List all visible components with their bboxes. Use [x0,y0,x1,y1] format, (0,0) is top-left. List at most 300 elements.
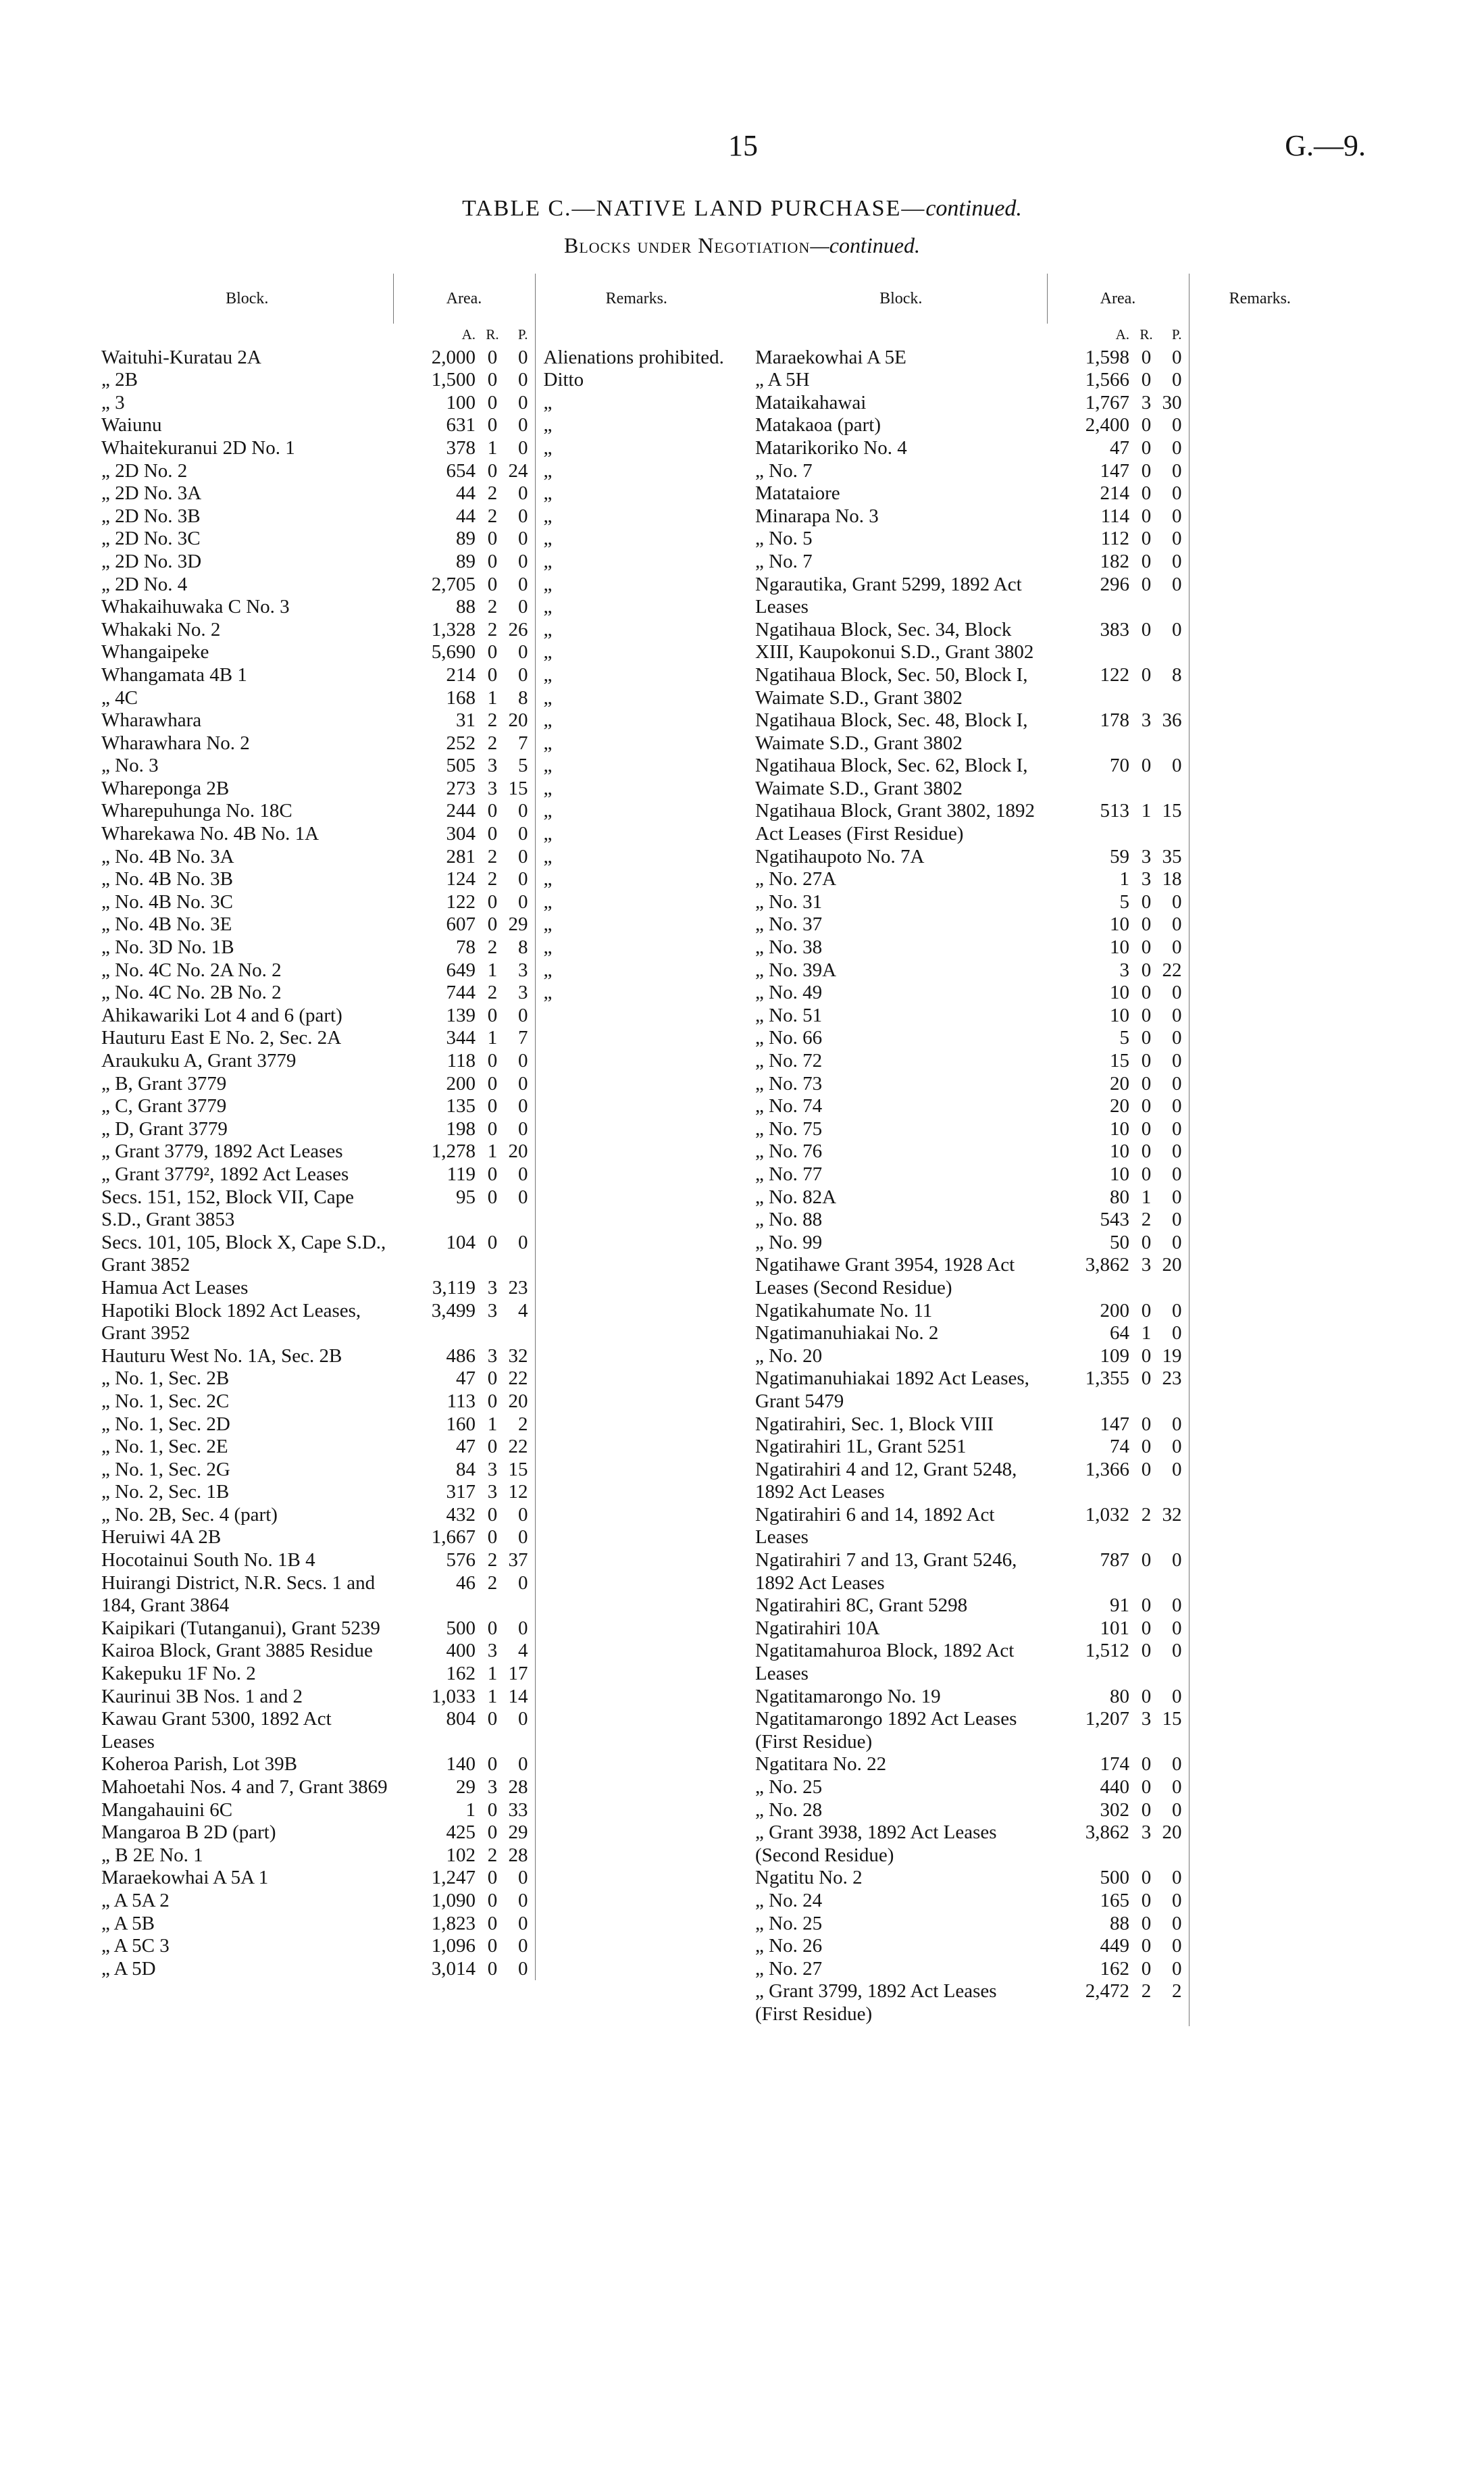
area-acres: 95 [456,1186,476,1208]
block-name: Whareponga 2B [101,777,230,799]
area-roods: 0 [487,913,498,936]
remarks: Alienations prohibited. [543,346,724,368]
block-name: „ D, Grant 3779 [101,1117,228,1140]
area-roods: 1 [487,686,498,709]
area-perches: 22 [1156,959,1189,982]
area-roods: 0 [1141,959,1152,981]
area-perches: 14 [503,1686,535,1709]
area-acres: 5,690 [431,641,476,663]
table-row [755,1232,1331,1255]
block-name: „ C, Grant 3779 [101,1095,227,1117]
area-perches: 32 [1156,1504,1189,1549]
remarks [1189,1345,1331,1368]
block-name: „ No. 2, Sec. 1B [101,1481,230,1503]
area-acres: 1,500 [431,369,476,391]
table-row [101,1799,738,1822]
block-name: „ No. 26 [755,1935,823,1957]
block-name: „ No. 20 [755,1344,823,1367]
block-name: Whakaki No. 2 [101,618,221,640]
area-perches: 0 [503,414,535,437]
table-row [101,1844,738,1867]
area-roods: 0 [487,663,498,686]
area-perches: 15 [1156,1708,1189,1753]
block-name: Matarikoriko No. 4 [755,436,907,459]
area-perches: 0 [1156,347,1189,370]
area-roods: 0 [487,800,498,822]
area-acres: 64 [1110,1322,1129,1344]
area-roods: 3 [1141,1708,1152,1730]
remarks [1189,982,1331,1005]
block-name: Whaitekuranui 2D No. 1 [101,436,295,459]
area-perches: 0 [503,1867,535,1890]
unit-perches: P. [503,324,535,347]
remarks [535,1345,738,1368]
remarks [1189,868,1331,891]
table-row [101,460,738,483]
block-name: „ 2D No. 3C [101,528,201,550]
block-name: Minarapa No. 3 [755,505,879,527]
table-row [755,1890,1331,1913]
remarks: „ [543,618,553,640]
area-acres: 10 [1110,913,1129,936]
area-roods: 0 [487,1503,498,1526]
area-roods: 0 [487,1072,498,1094]
area-perches: 0 [503,641,535,664]
table-row [755,1913,1331,1936]
area-perches: 0 [1156,369,1189,392]
block-name: Whangamata 4B 1 [101,663,247,686]
table-row [755,414,1331,437]
area-acres: 486 [446,1344,476,1367]
block-name: Koheroa Parish, Lot 39B [101,1753,297,1776]
area-perches: 8 [503,936,535,959]
block-name: „ A 5C 3 [101,1935,170,1957]
block-name: Secs. 151, 152, Block VII, Cape S.D., Grant 3853 [101,1186,354,1231]
table-row [101,982,738,1005]
block-name: Ngarautika, Grant 5299, 1892 Act Leases [755,573,1022,618]
area-perches: 0 [1156,1958,1189,1981]
table-row [755,528,1331,551]
table-row [755,1867,1331,1890]
area-perches: 22 [503,1436,535,1459]
remarks: „ [543,505,553,527]
block-name: Ngatimanuhiakai No. 2 [755,1322,939,1344]
area-roods: 0 [487,1436,498,1458]
remarks: „ [543,596,553,618]
area-acres: 2,472 [1085,1980,1129,2003]
table-row [755,619,1331,664]
area-roods: 0 [1141,618,1152,640]
area-roods: 0 [1141,1549,1152,1571]
area-acres: 10 [1110,1163,1129,1185]
area-acres: 174 [1100,1753,1129,1776]
area-perches: 4 [503,1640,535,1663]
table-row [101,392,738,415]
area-perches: 23 [503,1277,535,1300]
area-acres: 84 [456,1458,476,1480]
block-name: Ahikawariki Lot 4 and 6 (part) [101,1004,342,1026]
area-acres: 20 [1110,1095,1129,1117]
table-row [755,1050,1331,1073]
area-perches: 0 [503,1913,535,1936]
area-acres: 147 [1100,459,1129,482]
area-perches: 0 [1156,460,1189,483]
area-roods: 0 [487,346,498,368]
area-roods: 3 [1141,868,1152,890]
area-perches: 19 [1156,1345,1189,1368]
area-roods: 2 [487,732,498,754]
remarks [1189,551,1331,574]
block-name: „ No. 27 [755,1957,823,1980]
area-acres: 1,667 [431,1526,476,1549]
area-acres: 543 [1100,1209,1129,1231]
area-perches: 0 [1156,1005,1189,1028]
remarks [1189,460,1331,483]
area-perches: 32 [503,1345,535,1368]
area-perches: 22 [503,1367,535,1390]
block-name: „ No. 66 [755,1027,823,1049]
area-perches: 0 [503,1958,535,1981]
unit-acres: A. [1115,326,1129,343]
block-name: Whakaihuwaka C No. 3 [101,596,290,618]
block-name: Ngatirahiri 6 and 14, 1892 Act Leases [755,1503,995,1549]
area-perches: 17 [503,1663,535,1686]
table-row [755,1594,1331,1617]
area-perches: 0 [503,1890,535,1913]
remarks [535,1481,738,1504]
area-perches: 15 [1156,800,1189,845]
remarks [535,1821,738,1844]
area-roods: 3 [487,1276,498,1299]
area-acres: 1 [1119,868,1129,890]
area-roods: 0 [1141,1072,1152,1094]
block-name: Hocotainui South No. 1B 4 [101,1549,315,1571]
block-name: „ No. 25 [755,1776,823,1798]
remarks [535,1753,738,1776]
remarks: Ditto [543,369,584,391]
table-row [101,936,738,959]
block-name: „ A 5D [101,1957,156,1980]
area-perches: 0 [503,1617,535,1640]
area-roods: 0 [1141,663,1152,686]
table-row [755,936,1331,959]
area-roods: 0 [487,1095,498,1117]
block-name: „ No. 82A [755,1186,837,1208]
area-acres: 118 [446,1050,476,1072]
area-acres: 47 [1110,436,1129,459]
area-perches: 0 [1156,1300,1189,1323]
area-acres: 31 [456,709,476,732]
area-roods: 2 [487,845,498,867]
area-perches: 0 [503,1073,535,1096]
remarks [1189,1050,1331,1073]
area-acres: 273 [446,777,476,799]
area-acres: 649 [446,959,476,981]
area-perches: 0 [1156,1209,1189,1232]
area-perches: 0 [503,664,535,687]
area-roods: 0 [1141,1617,1152,1639]
table-row [101,1481,738,1504]
table-row [101,1708,738,1753]
table-row [755,913,1331,936]
block-name: Wharawhara [101,709,202,732]
block-name: „ No. 1, Sec. 2C [101,1390,230,1412]
header-area: Area. [393,274,535,324]
table-row [755,891,1331,914]
area-perches: 0 [1156,982,1189,1005]
remarks: „ [543,573,553,595]
area-acres: 78 [456,936,476,959]
table-row [755,1186,1331,1209]
remarks [535,1413,738,1436]
block-name: „ No. 1, Sec. 2B [101,1367,230,1390]
left-table [101,274,738,1980]
table-row [755,574,1331,619]
block-name: Matakaoa (part) [755,414,881,436]
area-roods: 1 [487,1140,498,1163]
table-row [101,482,738,505]
area-acres: 1,823 [431,1912,476,1934]
table-row [101,1549,738,1572]
area-perches: 0 [1156,1935,1189,1958]
area-acres: 654 [446,459,476,482]
remarks [535,1186,738,1232]
block-name: „ 2D No. 3A [101,482,202,505]
area-roods: 0 [1141,550,1152,572]
right-table-body [755,324,1331,2026]
table-row [101,551,738,574]
area-acres: 252 [446,732,476,754]
subtitle-main: Blocks under Negotiation [564,233,811,257]
remarks: „ [543,959,553,981]
area-roods: 3 [487,755,498,777]
area-perches: 0 [503,551,535,574]
table-row [101,959,738,982]
area-perches: 0 [503,1753,535,1776]
block-name: Ngatihaua Block, Sec. 50, Block I, Waimate S.D., Grant 3802 [755,663,1028,709]
area-acres: 576 [446,1549,476,1571]
remarks [1189,1935,1331,1958]
remarks [535,1459,738,1482]
area-roods: 3 [487,1640,498,1662]
units-row [101,324,738,347]
block-name: Ngatihawe Grant 3954, 1928 Act Leases (Second Residue) [755,1254,1015,1299]
remarks [1189,482,1331,505]
table-row [755,868,1331,891]
block-name: „ No. 88 [755,1209,823,1231]
unit-roods: R. [1140,326,1153,343]
area-roods: 0 [487,1526,498,1549]
table-row [101,1459,738,1482]
area-acres: 317 [446,1481,476,1503]
area-roods: 0 [1141,1594,1152,1617]
remarks [1189,936,1331,959]
area-perches: 28 [503,1844,535,1867]
table-row [101,1617,738,1640]
area-acres: 1,207 [1085,1708,1129,1730]
table-row [101,1186,738,1232]
table-row [101,1367,738,1390]
remarks [1189,1118,1331,1141]
block-name: „ No. 27A [755,868,837,890]
area-roods: 0 [1141,436,1152,459]
area-acres: 124 [446,868,476,890]
table-row [755,1209,1331,1232]
remarks [1189,1367,1331,1413]
area-perches: 0 [503,392,535,415]
area-acres: 198 [446,1117,476,1140]
area-roods: 0 [1141,1935,1152,1957]
remarks [535,1118,738,1141]
block-name: Ngatitamarongo No. 19 [755,1685,941,1707]
block-name: „ A 5A 2 [101,1889,170,1911]
remarks [1189,913,1331,936]
remarks [1189,1867,1331,1890]
area-roods: 2 [487,1571,498,1594]
area-acres: 302 [1100,1798,1129,1821]
block-name: „ No. 31 [755,890,823,913]
block-name: Mataikahawai [755,391,867,413]
remarks: „ [543,755,553,777]
area-acres: 1,366 [1085,1458,1129,1480]
area-roods: 0 [1141,414,1152,436]
remarks [535,1073,738,1096]
remarks [535,1890,738,1913]
remarks [1189,800,1331,845]
area-acres: 631 [446,414,476,436]
table-row [755,1140,1331,1163]
remarks: „ [543,641,553,663]
block-name: Hapotiki Block 1892 Act Leases, Grant 3952 [101,1299,361,1344]
area-roods: 0 [487,1004,498,1026]
block-name: Hauturu East E No. 2, Sec. 2A [101,1027,342,1049]
area-roods: 1 [487,1685,498,1707]
area-roods: 0 [487,414,498,436]
area-acres: 440 [1100,1776,1129,1798]
area-roods: 0 [487,1163,498,1185]
area-roods: 3 [487,1344,498,1367]
area-acres: 3,014 [431,1957,476,1980]
area-acres: 432 [446,1503,476,1526]
remarks: „ [543,913,553,936]
block-name: „ No. 4B No. 3C [101,890,233,913]
remarks [1189,347,1331,370]
area-perches: 0 [503,1708,535,1753]
block-name: Ngatitamahuroa Block, 1892 Act Leases [755,1640,1015,1685]
table-row [755,800,1331,845]
area-perches: 0 [503,505,535,528]
area-roods: 1 [1141,1186,1152,1208]
area-perches: 28 [503,1776,535,1799]
area-acres: 182 [1100,550,1129,572]
area-perches: 5 [503,755,535,778]
remarks: „ [543,823,553,845]
area-roods: 3 [487,1299,498,1322]
table-row [101,1867,738,1890]
area-perches: 7 [503,732,535,755]
area-roods: 3 [1141,391,1152,413]
unit-perches: P. [1156,324,1189,347]
remarks [1189,392,1331,415]
area-perches: 0 [503,800,535,823]
area-roods: 0 [1141,1458,1152,1480]
remarks [1189,709,1331,755]
remarks [535,1776,738,1799]
table-row [101,1958,738,1981]
area-roods: 3 [1141,845,1152,867]
table-row [755,1980,1331,2025]
remarks [1189,1163,1331,1186]
area-roods: 0 [1141,1344,1152,1367]
area-roods: 2 [487,868,498,890]
area-perches: 0 [1156,1459,1189,1504]
area-perches: 0 [503,1526,535,1549]
area-roods: 0 [1141,482,1152,505]
remarks [1189,755,1331,800]
table-row [755,846,1331,869]
remarks [1189,414,1331,437]
area-roods: 0 [487,823,498,845]
remarks: „ [543,936,553,959]
header-remarks: Remarks. [605,289,667,307]
area-acres: 378 [446,436,476,459]
remarks [1189,1140,1331,1163]
area-roods: 0 [1141,1957,1152,1980]
table-row [101,1277,738,1300]
area-roods: 0 [487,1390,498,1412]
table-row [101,1095,738,1118]
table-row [755,1504,1331,1549]
area-roods: 0 [1141,573,1152,595]
remarks [1189,1232,1331,1255]
remarks [535,1686,738,1709]
area-perches: 0 [503,1050,535,1073]
area-roods: 0 [1141,1231,1152,1253]
area-acres: 80 [1110,1685,1129,1707]
block-name: Ngatitamarongo 1892 Act Leases (First Residue) [755,1708,1017,1753]
area-acres: 102 [446,1844,476,1866]
area-acres: 1,566 [1085,369,1129,391]
remarks [535,1867,738,1890]
table-row [755,982,1331,1005]
page-number: 15 [728,129,758,162]
area-acres: 101 [1100,1617,1129,1639]
table-row [755,1300,1331,1323]
table-row [755,1073,1331,1096]
area-perches: 0 [1156,891,1189,914]
area-perches: 0 [1156,1163,1189,1186]
table-row [101,1118,738,1141]
block-name: „ No. 77 [755,1163,823,1185]
block-name: Ngatirahiri 8C, Grant 5298 [755,1594,968,1617]
block-name: Kakepuku 1F No. 2 [101,1663,256,1685]
header-block: Block. [101,274,393,324]
table-row [101,868,738,891]
area-roods: 0 [1141,1163,1152,1185]
area-perches: 0 [1156,1027,1189,1050]
block-name: Ngatihaua Block, Sec. 48, Block I, Waimate S.D., Grant 3802 [755,709,1028,754]
area-acres: 10 [1110,1004,1129,1026]
area-acres: 214 [446,663,476,686]
block-name: „ 4C [101,686,138,709]
table-row [101,1390,738,1413]
block-name: Huirangi District, N.R. Secs. 1 and 184, Grant 3864 [101,1571,376,1617]
block-name: „ No. 1, Sec. 2E [101,1436,228,1458]
table-row [101,437,738,460]
area-perches: 0 [1156,1799,1189,1822]
area-roods: 1 [487,1663,498,1685]
area-roods: 0 [1141,1798,1152,1821]
